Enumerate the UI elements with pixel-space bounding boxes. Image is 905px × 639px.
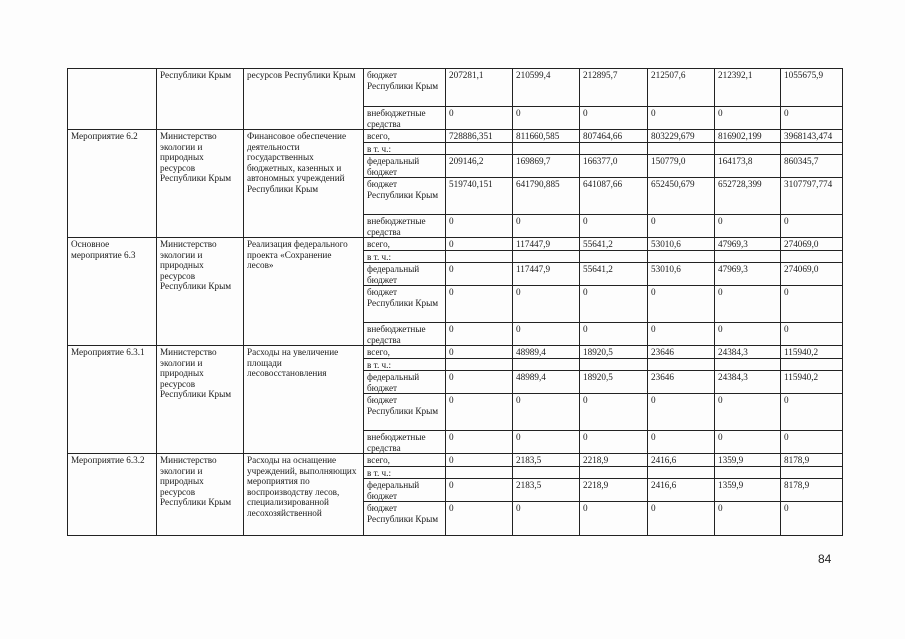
- value-cell: 0: [648, 215, 715, 238]
- value-cell: 117447,9: [513, 263, 580, 286]
- value-cell: 8178,9: [781, 479, 843, 502]
- value-cell: 0: [715, 502, 781, 536]
- value-cell: 641790,885: [513, 178, 580, 215]
- value-cell: [513, 250, 580, 263]
- value-cell: 150779,0: [648, 155, 715, 178]
- value-cell: 816902,199: [715, 130, 781, 143]
- source-cell: бюджет Республики Крым: [364, 69, 446, 107]
- value-cell: [446, 466, 513, 479]
- table-row: [68, 69, 843, 107]
- value-cell: 3968143,474: [781, 130, 843, 143]
- value-cell: 8178,9: [781, 454, 843, 467]
- value-cell: 115940,2: [781, 346, 843, 359]
- description-cell: Расходы на увеличение площади лесовосстановления: [244, 346, 364, 454]
- value-cell: [580, 358, 648, 371]
- value-cell: 803229,679: [648, 130, 715, 143]
- value-cell: 115940,2: [781, 371, 843, 394]
- value-cell: [715, 250, 781, 263]
- measure-cell: Мероприятие 6.3.1: [68, 346, 157, 454]
- value-cell: 274069,0: [781, 263, 843, 286]
- value-cell: 210599,4: [513, 69, 580, 107]
- value-cell: [781, 466, 843, 479]
- value-cell: 641087,66: [580, 178, 648, 215]
- source-cell: федеральный бюджет: [364, 263, 446, 286]
- value-cell: 0: [648, 394, 715, 431]
- value-cell: 53010,6: [648, 238, 715, 251]
- value-cell: 2218,9: [580, 479, 648, 502]
- value-cell: [580, 142, 648, 155]
- value-cell: 0: [446, 454, 513, 467]
- value-cell: 0: [580, 502, 648, 536]
- value-cell: 0: [781, 394, 843, 431]
- value-cell: 24384,3: [715, 346, 781, 359]
- value-cell: 48989,4: [513, 346, 580, 359]
- value-cell: 519740,151: [446, 178, 513, 215]
- value-cell: 48989,4: [513, 371, 580, 394]
- value-cell: [513, 142, 580, 155]
- value-cell: 1055675,9: [781, 69, 843, 107]
- source-cell: в т. ч.:: [364, 466, 446, 479]
- value-cell: 55641,2: [580, 263, 648, 286]
- value-cell: [781, 250, 843, 263]
- value-cell: 169869,7: [513, 155, 580, 178]
- value-cell: 53010,6: [648, 263, 715, 286]
- value-cell: [446, 358, 513, 371]
- source-cell: внебюджетные средства: [364, 323, 446, 346]
- value-cell: 3107797,774: [781, 178, 843, 215]
- source-cell: бюджет Республики Крым: [364, 286, 446, 323]
- source-cell: всего,: [364, 454, 446, 467]
- value-cell: 0: [715, 286, 781, 323]
- value-cell: 860345,7: [781, 155, 843, 178]
- value-cell: 0: [513, 286, 580, 323]
- value-cell: [781, 358, 843, 371]
- value-cell: 811660,585: [513, 130, 580, 143]
- value-cell: 0: [580, 431, 648, 454]
- executor-cell: Министерство экологии и природных ресурсов Республики Крым: [157, 130, 244, 238]
- value-cell: 0: [715, 107, 781, 130]
- value-cell: 0: [513, 431, 580, 454]
- budget-table: [67, 68, 843, 536]
- value-cell: 55641,2: [580, 238, 648, 251]
- source-cell: федеральный бюджет: [364, 479, 446, 502]
- measure-cell: [68, 69, 157, 130]
- executor-cell: Министерство экологии и природных ресурсов Республики Крым: [157, 454, 244, 536]
- value-cell: 0: [648, 107, 715, 130]
- value-cell: 2218,9: [580, 454, 648, 467]
- value-cell: [781, 142, 843, 155]
- value-cell: [446, 142, 513, 155]
- value-cell: 0: [446, 394, 513, 431]
- value-cell: 0: [580, 323, 648, 346]
- description-cell: ресурсов Республики Крым: [244, 69, 364, 130]
- value-cell: 0: [715, 215, 781, 238]
- value-cell: 164173,8: [715, 155, 781, 178]
- description-cell: Реализация федерального проекта «Сохранение лесов»: [244, 238, 364, 346]
- value-cell: 0: [580, 107, 648, 130]
- value-cell: 0: [648, 323, 715, 346]
- value-cell: 212392,1: [715, 69, 781, 107]
- value-cell: [513, 358, 580, 371]
- value-cell: 0: [513, 502, 580, 536]
- source-cell: бюджет Республики Крым: [364, 178, 446, 215]
- value-cell: [715, 466, 781, 479]
- value-cell: 2183,5: [513, 454, 580, 467]
- table-row: [68, 238, 843, 251]
- value-cell: 0: [580, 394, 648, 431]
- value-cell: 207281,1: [446, 69, 513, 107]
- value-cell: 212507,6: [648, 69, 715, 107]
- value-cell: 23646: [648, 371, 715, 394]
- value-cell: 0: [446, 371, 513, 394]
- value-cell: [715, 358, 781, 371]
- value-cell: 23646: [648, 346, 715, 359]
- value-cell: 166377,0: [580, 155, 648, 178]
- value-cell: 0: [648, 286, 715, 323]
- source-cell: в т. ч.:: [364, 250, 446, 263]
- value-cell: [648, 358, 715, 371]
- measure-cell: Мероприятие 6.2: [68, 130, 157, 238]
- value-cell: 209146,2: [446, 155, 513, 178]
- value-cell: 0: [446, 346, 513, 359]
- value-cell: 0: [446, 238, 513, 251]
- value-cell: 728886,351: [446, 130, 513, 143]
- value-cell: 0: [781, 215, 843, 238]
- value-cell: 0: [446, 263, 513, 286]
- value-cell: [648, 250, 715, 263]
- page-number: 84: [818, 552, 832, 566]
- value-cell: 0: [513, 215, 580, 238]
- value-cell: 0: [513, 323, 580, 346]
- value-cell: 0: [648, 431, 715, 454]
- value-cell: 0: [446, 479, 513, 502]
- value-cell: [648, 142, 715, 155]
- value-cell: 0: [446, 215, 513, 238]
- source-cell: в т. ч.:: [364, 142, 446, 155]
- value-cell: 807464,66: [580, 130, 648, 143]
- value-cell: 0: [781, 502, 843, 536]
- value-cell: 0: [513, 107, 580, 130]
- source-cell: внебюджетные средства: [364, 107, 446, 130]
- value-cell: 274069,0: [781, 238, 843, 251]
- value-cell: 2183,5: [513, 479, 580, 502]
- value-cell: 1359,9: [715, 479, 781, 502]
- value-cell: 0: [513, 394, 580, 431]
- executor-cell: Министерство экологии и природных ресурсов Республики Крым: [157, 238, 244, 346]
- value-cell: [715, 142, 781, 155]
- source-cell: всего,: [364, 130, 446, 143]
- value-cell: 652450,679: [648, 178, 715, 215]
- value-cell: [648, 466, 715, 479]
- source-cell: внебюджетные средства: [364, 215, 446, 238]
- source-cell: всего,: [364, 346, 446, 359]
- source-cell: федеральный бюджет: [364, 155, 446, 178]
- value-cell: 2416,6: [648, 454, 715, 467]
- value-cell: 18920,5: [580, 371, 648, 394]
- value-cell: 24384,3: [715, 371, 781, 394]
- value-cell: [580, 250, 648, 263]
- value-cell: 0: [715, 394, 781, 431]
- table-row: [68, 346, 843, 359]
- value-cell: 0: [446, 286, 513, 323]
- executor-cell: Республики Крым: [157, 69, 244, 130]
- measure-cell: Основное мероприятие 6.3: [68, 238, 157, 346]
- value-cell: 117447,9: [513, 238, 580, 251]
- value-cell: 18920,5: [580, 346, 648, 359]
- source-cell: бюджет Республики Крым: [364, 394, 446, 431]
- value-cell: 0: [446, 502, 513, 536]
- value-cell: 0: [648, 502, 715, 536]
- executor-cell: Министерство экологии и природных ресурсов Республики Крым: [157, 346, 244, 454]
- value-cell: 652728,399: [715, 178, 781, 215]
- value-cell: 0: [446, 431, 513, 454]
- value-cell: 0: [715, 323, 781, 346]
- table-row: [68, 454, 843, 467]
- source-cell: федеральный бюджет: [364, 371, 446, 394]
- value-cell: 212895,7: [580, 69, 648, 107]
- value-cell: 0: [781, 323, 843, 346]
- value-cell: 0: [580, 215, 648, 238]
- value-cell: [513, 466, 580, 479]
- value-cell: 0: [781, 431, 843, 454]
- value-cell: 47969,3: [715, 263, 781, 286]
- value-cell: [580, 466, 648, 479]
- measure-cell: Мероприятие 6.3.2: [68, 454, 157, 536]
- table-row: [68, 130, 843, 143]
- description-cell: Расходы на оснащение учреждений, выполняющих мероприятия по воспроизводству лесов, специализированной лесохозяйственной: [244, 454, 364, 536]
- value-cell: 0: [715, 431, 781, 454]
- value-cell: 2416,6: [648, 479, 715, 502]
- source-cell: в т. ч.:: [364, 358, 446, 371]
- value-cell: 0: [781, 107, 843, 130]
- source-cell: всего,: [364, 238, 446, 251]
- value-cell: 0: [446, 323, 513, 346]
- value-cell: 1359,9: [715, 454, 781, 467]
- value-cell: 0: [781, 286, 843, 323]
- description-cell: Финансовое обеспечение деятельности государственных бюджетных, казенных и автономных учреждений Республики Крым: [244, 130, 364, 238]
- value-cell: 0: [446, 107, 513, 130]
- value-cell: 47969,3: [715, 238, 781, 251]
- source-cell: бюджет Республики Крым: [364, 502, 446, 536]
- value-cell: [446, 250, 513, 263]
- value-cell: 0: [580, 286, 648, 323]
- source-cell: внебюджетные средства: [364, 431, 446, 454]
